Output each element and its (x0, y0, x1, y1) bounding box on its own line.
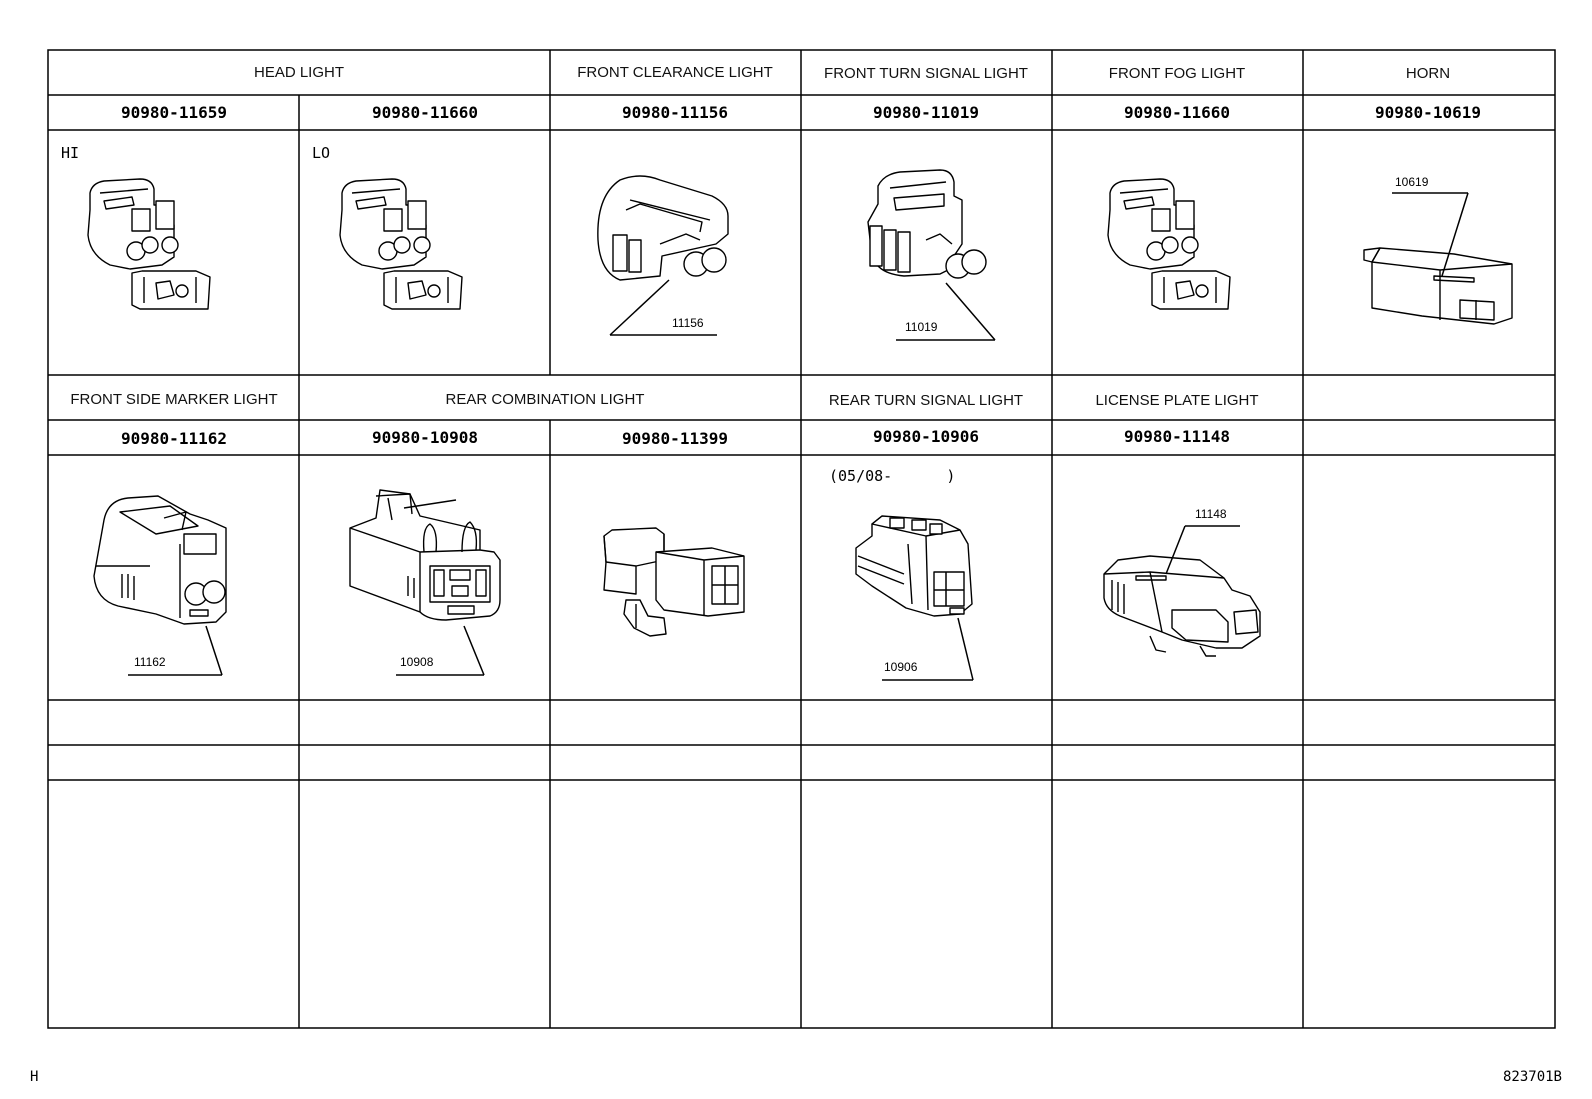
part-number: 90980-11399 (622, 429, 728, 448)
part-number: 90980-10619 (1375, 103, 1481, 122)
connector-icon (340, 179, 462, 309)
callout-label: 11148 (1195, 507, 1227, 521)
tag-hi: HI (61, 144, 80, 162)
part-number: 90980-11660 (372, 103, 478, 122)
header-front-fog-light: FRONT FOG LIGHT (1108, 65, 1246, 82)
part-number: 90980-10906 (873, 427, 979, 446)
callout-label: 10619 (1395, 175, 1429, 189)
connector-icon (88, 179, 210, 309)
connector-icon (856, 516, 973, 680)
footer-mark: H (30, 1069, 39, 1085)
callout-label: 11162 (134, 655, 166, 669)
header-front-clearance-light: FRONT CLEARANCE LIGHT (577, 64, 773, 81)
connector-icon (1108, 179, 1230, 309)
header-horn: HORN (1405, 65, 1451, 82)
header-head-light: HEAD LIGHT (253, 64, 345, 81)
date-range-note: (05/08- ) (829, 467, 956, 485)
connector-icon (604, 528, 744, 636)
connector-icon (598, 176, 728, 335)
callout-label: 10906 (884, 660, 918, 674)
part-number: 90980-11148 (1124, 427, 1230, 446)
part-number: 90980-11162 (121, 429, 227, 448)
callout-label: 11019 (905, 320, 938, 334)
connector-icon (1104, 526, 1260, 656)
part-number: 90980-11019 (873, 103, 979, 122)
diagram-code: 823701B (1502, 1069, 1562, 1085)
part-number: 90980-10908 (372, 428, 478, 447)
connector-icon (350, 490, 500, 675)
part-number: 90980-11659 (121, 103, 227, 122)
connector-icon (94, 496, 226, 675)
header-front-side-marker-light: FRONT SIDE MARKER LIGHT (70, 391, 278, 408)
part-number: 90980-11156 (622, 103, 728, 122)
callout-label: 11156 (672, 316, 704, 330)
part-number: 90980-11660 (1124, 103, 1230, 122)
tag-lo: LO (312, 144, 331, 162)
connector-icon (868, 170, 995, 340)
callout-label: 10908 (400, 655, 434, 669)
header-rear-turn-signal-light: REAR TURN SIGNAL LIGHT (828, 392, 1024, 409)
header-rear-combination-light: REAR COMBINATION LIGHT (445, 391, 645, 408)
connector-icon (1364, 193, 1512, 324)
header-license-plate-light: LICENSE PLATE LIGHT (1095, 392, 1259, 409)
header-front-turn-signal-light: FRONT TURN SIGNAL LIGHT (824, 65, 1028, 82)
